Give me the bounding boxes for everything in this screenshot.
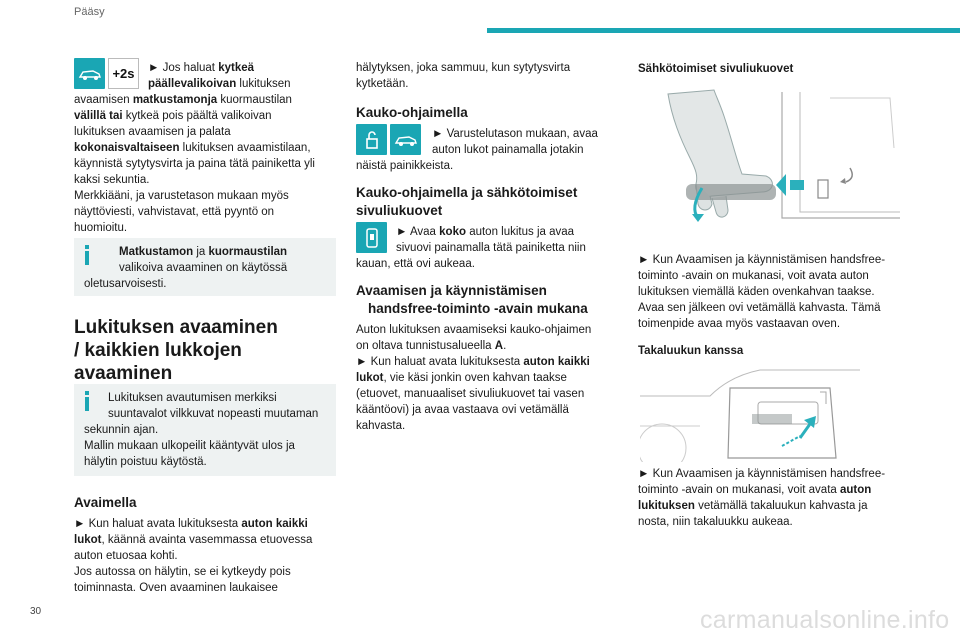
heading-avaimella: Avaimella — [74, 495, 137, 510]
p1-line8: kaksi sekuntia. — [74, 174, 150, 186]
heading-handsfree-l1: Avaamisen ja käynnistämisen — [356, 283, 547, 298]
c2-p4-line5: (etuovet, manuaaliset sivuliukuovet tai vasen — [356, 388, 585, 400]
c2-p1-line2: kytketään. — [356, 78, 409, 90]
p2-line1: ► Kun haluat avata lukituksesta auton kaikki — [74, 518, 308, 530]
c2-p4-line1: Auton lukituksen avaamiseksi kauko-ohjaimen — [356, 324, 592, 336]
heading-lukituksen-avaaminen-l2: / kaikkien lukkojen — [74, 340, 242, 361]
p1-line1: ► Jos haluat kytkeä — [148, 62, 255, 74]
c3-p1-line1: ► Kun Avaamisen ja käynnistämisen handsfree- — [638, 254, 886, 266]
c2-p4-line2: on oltava tunnistusalueella A. — [356, 340, 507, 352]
c3-p2-line1: ► Kun Avaamisen ja käynnistämisen handsfree- — [638, 468, 886, 480]
info-icon — [85, 245, 89, 265]
p2-line4: Jos autossa on hälytin, se ei kytkeydy pois — [74, 566, 291, 578]
info-note-2 — [74, 384, 336, 476]
note2-line2: suuntavalot vilkkuvat nopeasti muutaman — [108, 408, 319, 420]
c3-p2-line4: nosta, niin takaluukku aukeaa. — [638, 516, 793, 528]
c3-p2-line3: lukituksen vetämällä takaluukun kahvasta ja — [638, 500, 868, 512]
c2-p4-line6: kääntöovi) ja avaa vastaava ovi vetämällä — [356, 404, 569, 416]
heading-sahkotoimiset-l1: Kauko-ohjaimella ja sähkötoimiset — [356, 185, 578, 200]
p2-line3: auton etuosaa kohti. — [74, 550, 178, 562]
c2-p3-line3: kauan, että ovi aukeaa. — [356, 258, 475, 270]
c2-p2-line1: ► Varustelutason mukaan, avaa — [432, 128, 598, 140]
c3-p1-line4: Avaa sen jälkeen ovi vetämällä kahvasta. Tämä — [638, 302, 881, 314]
note1-line2: valikoiva avaaminen on käytössä — [119, 262, 288, 274]
car-unlock-icon — [390, 124, 421, 155]
p1-line5: lukituksen avaamisen ja palata — [74, 126, 231, 138]
page-number: 30 — [30, 606, 42, 617]
note2-line3: sekunnin ajan. — [84, 424, 159, 436]
c3-p1-line3: lukituksen viemällä käden ovenkahvan taakse. — [638, 286, 875, 298]
info-note-1 — [74, 238, 336, 296]
c2-p3-line2: sivuovi painamalla tätä painiketta niin — [396, 242, 586, 254]
heading-handsfree-l2: handsfree-toiminto -avain mukana — [368, 301, 588, 316]
section-title: Pääsy — [74, 6, 105, 18]
note1-line1: Matkustamon ja kuormaustilan — [119, 246, 288, 258]
note2-line5: hälytin poistuu käytöstä. — [84, 456, 207, 468]
c3-p1-line5: toimenpide avaa myös vastaavan oven. — [638, 318, 841, 330]
hand-door-handle-illustration — [650, 88, 900, 238]
p1-line6: kokonaisvaltaiseen lukituksen avaamistilaan, — [74, 142, 311, 154]
c2-p4-line4: lukot, vie käsi jonkin oven kahvan taakse — [356, 372, 567, 384]
c3-p2-line2: toiminto -avain on mukanasi, voit avata auton — [638, 484, 872, 496]
heading-takaluukun-kanssa: Takaluukun kanssa — [638, 345, 744, 357]
sliding-door-remote-icon — [356, 222, 387, 253]
p2-line2: lukot, käännä avainta vasemmassa etuovessa — [74, 534, 313, 546]
heading-lukituksen-avaaminen-l3: avaaminen — [74, 363, 173, 384]
p1-line10: näyttöviesti, vahvistavat, että pyyntö on — [74, 206, 275, 218]
p1-line3: avaamisen matkustamonja kuormaustilan — [74, 94, 292, 106]
tailgate-illustration — [640, 366, 902, 462]
heading-kauko-ohjaimella: Kauko-ohjaimella — [356, 105, 468, 120]
car-key-icon — [74, 58, 105, 89]
c2-p3-line1: ► Avaa koko auton lukitus ja avaa — [396, 226, 575, 238]
p2-line5: toiminnasta. Oven avaaminen laukaisee — [74, 582, 278, 594]
p1-line7: käynnistä sytytysvirta ja paina tätä painiketta yli — [74, 158, 315, 170]
c2-p4-line3: ► Kun haluat avata lukituksesta auton kaikki — [356, 356, 590, 368]
heading-lukituksen-avaaminen-l1: Lukituksen avaaminen — [74, 317, 278, 338]
watermark: carmanualsonline.info — [700, 606, 950, 634]
heading-sahkotoimiset-sivuliukuovet: Sähkötoimiset sivuliukuovet — [638, 63, 794, 75]
c2-p2-line2: auton lukot painamalla jotakin — [432, 144, 584, 156]
p1-line9: Merkkiääni, ja varustetason mukaan myös — [74, 190, 289, 202]
heading-sahkotoimiset-l2: sivuliukuovet — [356, 203, 443, 218]
p1-line2: päällevalikoivan lukituksen — [148, 78, 291, 90]
header-accent-bar — [487, 28, 960, 33]
c3-p1-line2: toiminto -avain on mukanasi, voit avata auton — [638, 270, 869, 282]
c2-p4-line7: kahvasta. — [356, 420, 406, 432]
p1-line4: välillä tai kytkeä pois päältä valikoivan — [74, 110, 272, 122]
note2-line4: Mallin mukaan ulkopeilit kääntyvät ulos ja — [84, 440, 295, 452]
unlock-icon — [356, 124, 387, 155]
note1-line3: oletusarvoisesti. — [84, 278, 167, 290]
p1-line11: huomioitu. — [74, 222, 128, 234]
c2-p1-line1: hälytyksen, joka sammuu, kun sytytysvirta — [356, 62, 571, 74]
note2-line1: Lukituksen avautumisen merkiksi — [108, 392, 277, 404]
c2-p2-line3: näistä painikkeista. — [356, 160, 454, 172]
info-icon — [85, 391, 89, 411]
two-seconds-icon: +2s — [108, 58, 139, 89]
